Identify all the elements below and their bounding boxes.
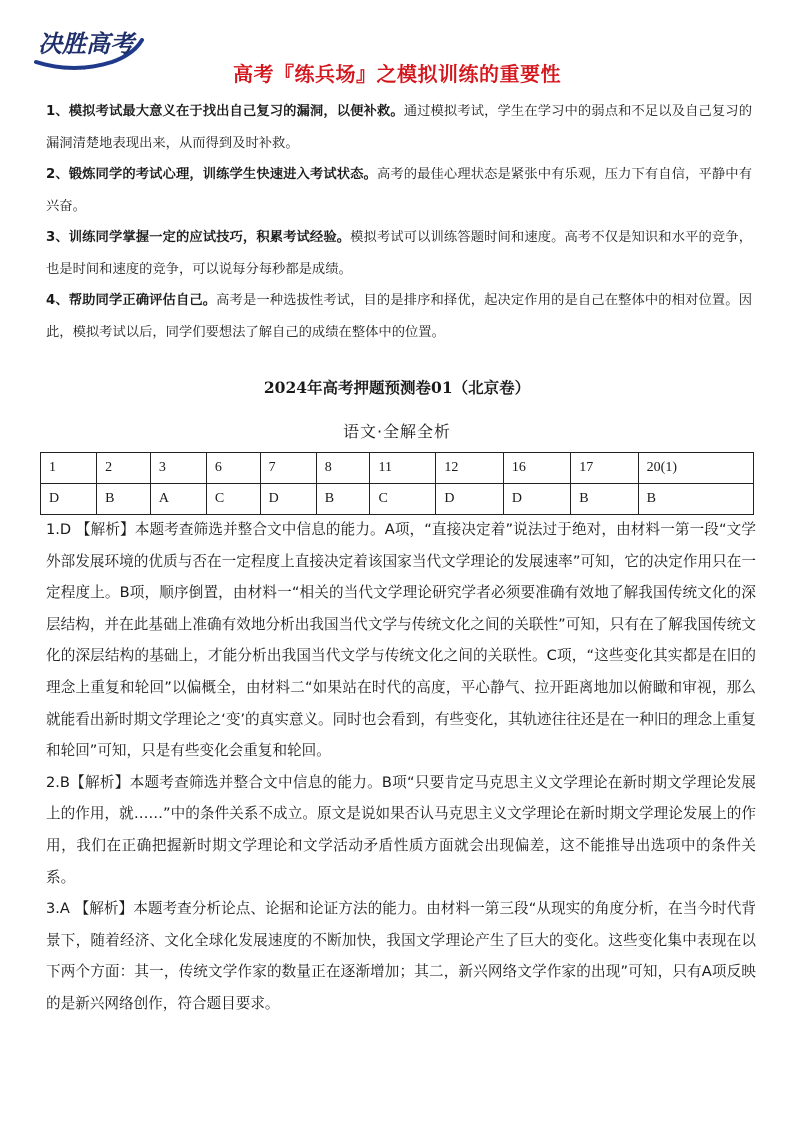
answer-cell: C	[370, 484, 436, 515]
question-number: 7	[260, 453, 316, 484]
question-number: 8	[316, 453, 370, 484]
intro-point-lead: 2、锻炼同学的考试心理，训练学生快速进入考试状态。	[46, 167, 377, 182]
banner-title: 高考『练兵场』之模拟训练的重要性	[233, 62, 561, 86]
intro-section	[46, 96, 752, 348]
question-number: 1	[41, 453, 97, 484]
intro-point-lead: 3、训练同学掌握一定的应试技巧，积累考试经验。	[46, 230, 351, 245]
intro-point-body: 通过模拟考试，学生在学习中的弱点和不足以及自己复习的漏洞清楚地表现出来，从而得到及时补救。	[46, 104, 752, 151]
answer-table	[40, 452, 754, 515]
analysis-section	[46, 514, 756, 1020]
question-number: 2	[97, 453, 151, 484]
svg-text:· · · · · ·: · · · · · ·	[64, 67, 85, 74]
question-number: 16	[503, 453, 570, 484]
intro-point	[46, 285, 752, 348]
question-number: 20(1)	[638, 453, 753, 484]
answer-cell: C	[206, 484, 260, 515]
answer-cell: B	[97, 484, 151, 515]
intro-point-lead: 1、模拟考试最大意义在于找出自己复习的漏洞，以便补救。	[46, 104, 404, 119]
answer-cell: A	[150, 484, 206, 515]
answer-cell: D	[41, 484, 97, 515]
question-number: 3	[150, 453, 206, 484]
answer-row	[41, 484, 754, 515]
analysis-paragraph: 1.D 【解析】本题考查筛选并整合文中信息的能力。A项，“直接决定着”说法过于绝对，由材料一第一段“文学外部发展环境的优质与否在一定程度上直接决定着该国家当代文学理论的发展速率”可知，它的决定作用只在一定程度上。B项，顺序倒置，由材料一“相关的当代文学理论研究学者必须要准确有效地了解我国传统文化的深层结构，并在此基础上准确有效地分析出我国当代文学与传统文化之间的关联性”可知，只有在了解我国传统文化的深层结构的基础上，才能分析出我国当代文学与传统文化之间的关联性。C项，“这些变化其实都是在旧的理念上重复和轮回”以偏概全，由材料二“如果站在时代的高度，平心静气、拉开距离地加以俯瞰和审视，那么就能看出新时期文学理论之‘变’的真实意义。同时也会看到，有些变化，其轨迹往往还是在一种旧的理念上重复和轮回”可知，只是有些变化会重复和轮回。	[46, 521, 756, 760]
intro-point-body: 高考的最佳心理状态是紧张中有乐观，压力下有自信，平静中有兴奋。	[46, 167, 752, 214]
intro-point	[46, 222, 752, 285]
analysis-paragraph: 2.B【解析】本题考查筛选并整合文中信息的能力。B项“只要肯定马克思主义文学理论在新时期文学理论发展上的作用，就……”中的条件关系不成立。原文是说如果否认马克思主义文学理论在新时期文学理论发展上的作用，我们在正确把握新时期文学理论和文学活动矛盾性质方面就会出现偏差，这不能推导出选项中的条件关系。	[46, 773, 756, 886]
svg-text:决胜高考: 决胜高考	[38, 29, 134, 58]
answer-cell: B	[638, 484, 753, 515]
intro-point	[46, 159, 752, 222]
question-number-row	[41, 453, 754, 484]
answer-cell: B	[316, 484, 370, 515]
question-number: 12	[436, 453, 503, 484]
intro-point-body: 高考是一种选拔性考试，目的是排序和择优，起决定作用的是自己在整体中的相对位置。因此，模拟考试以后，同学们要想法了解自己的成绩在整体中的位置。	[46, 293, 752, 340]
intro-point-lead: 4、帮助同学正确评估自己。	[46, 293, 217, 308]
analysis-paragraph: 3.A 【解析】本题考查分析论点、论据和论证方法的能力。由材料一第三段“从现实的角度分析，在当今时代背景下，随着经济、文化全球化发展速度的不断加快，我国文学理论产生了巨大的变化。这些变化集中表现在以下两个方面：其一，传统文学作家的数量正在逐渐增加；其二，新兴网络文学作家的出现”可知，只有A项反映的是新兴网络创作，符合题目要求。	[46, 900, 756, 1012]
answer-cell: D	[503, 484, 570, 515]
question-number: 17	[571, 453, 638, 484]
intro-point-body: 模拟考试可以训练答题时间和速度。高考不仅是知识和水平的竞争，也是时间和速度的竞争，可以说每分每秒都是成绩。	[46, 230, 753, 277]
answer-cell: D	[260, 484, 316, 515]
question-number: 6	[206, 453, 260, 484]
paper-subtitle: 语文·全解全析	[342, 422, 452, 441]
answer-cell: B	[571, 484, 638, 515]
question-number: 11	[370, 453, 436, 484]
answer-cell: D	[436, 484, 503, 515]
intro-point	[46, 96, 752, 159]
paper-title: 2024年高考押题预测卷01（北京卷）	[263, 378, 531, 397]
